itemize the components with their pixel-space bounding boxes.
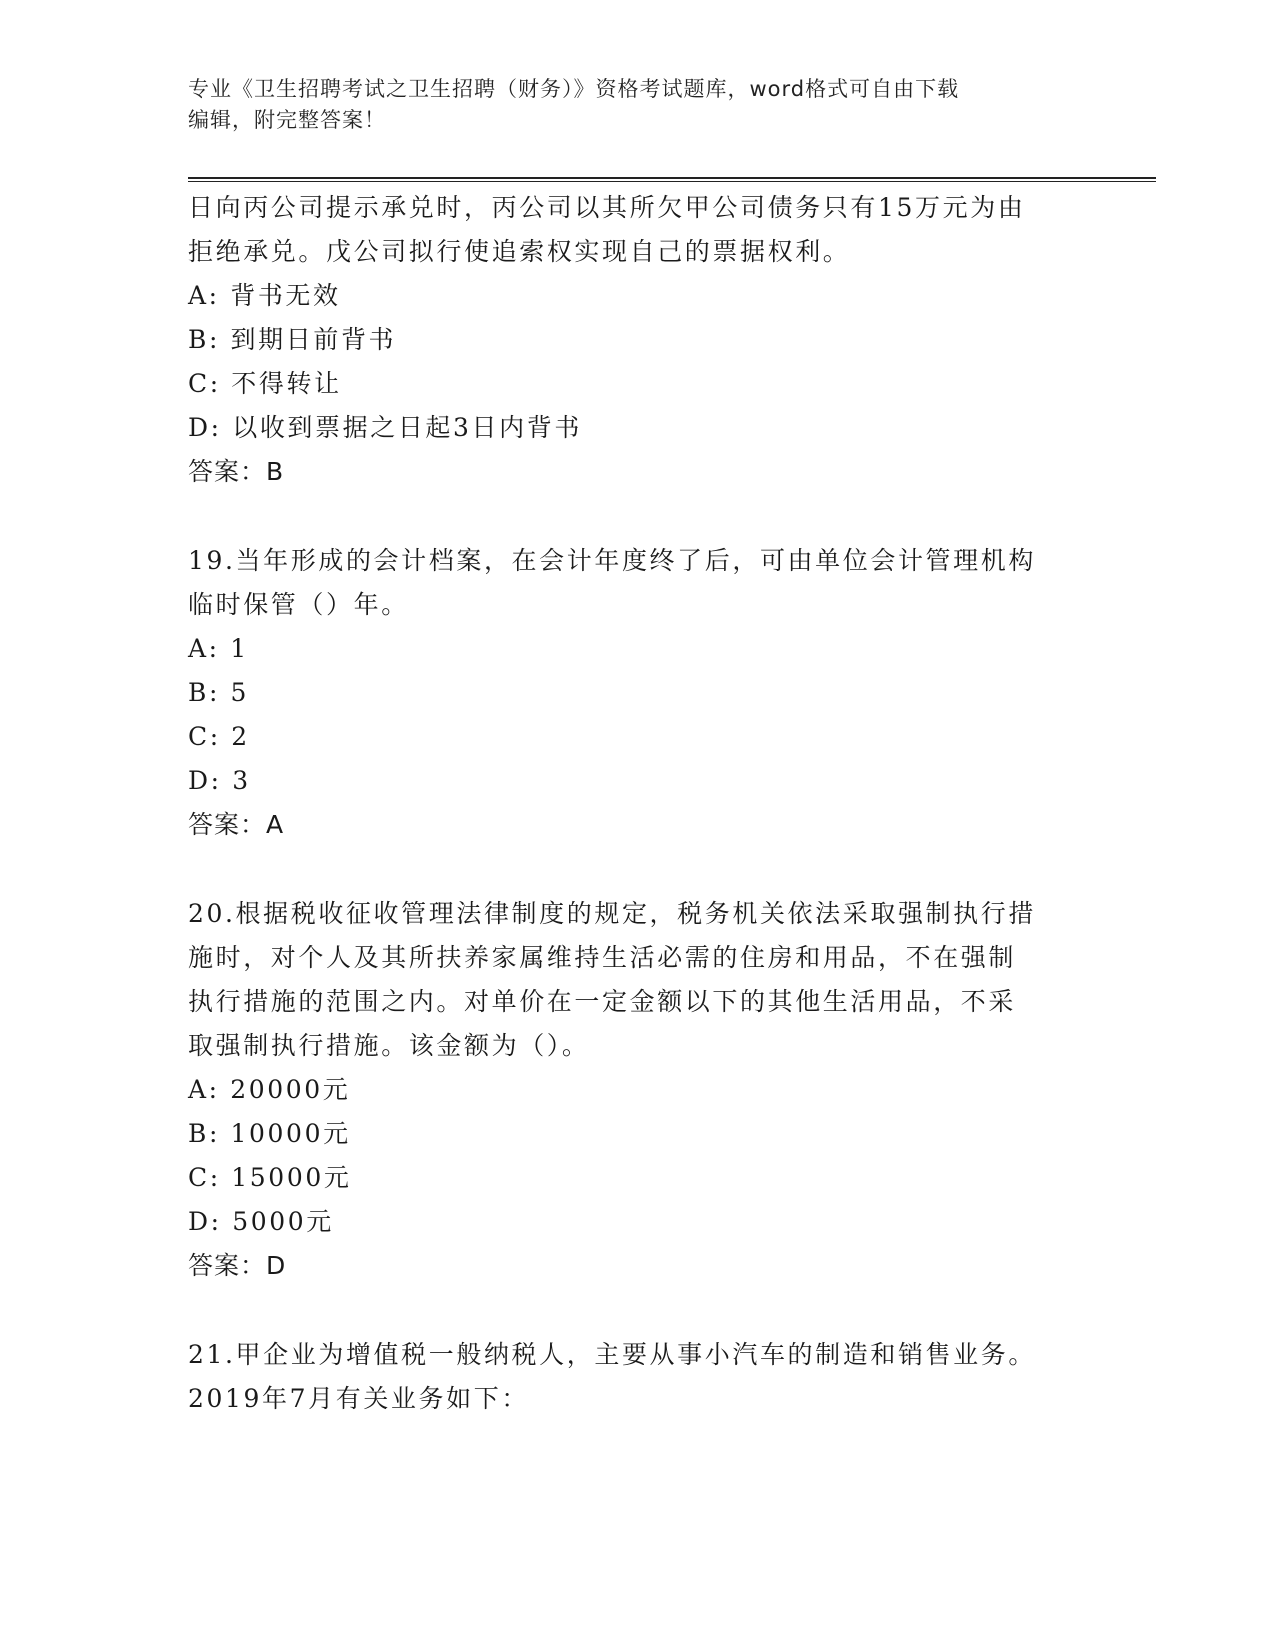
q20-option-a: A: 20000元 bbox=[188, 1075, 351, 1104]
q19-option-b: B: 5 bbox=[188, 678, 250, 707]
q18-option-c: C: 不得转让 bbox=[188, 369, 342, 398]
q20-option-b: B: 10000元 bbox=[188, 1119, 351, 1148]
q21-text-line-1: 21.甲企业为增值税一般纳税人，主要从事小汽车的制造和销售业务。 bbox=[188, 1340, 1036, 1369]
q20-option-d: D: 5000元 bbox=[188, 1207, 334, 1236]
header-line-1: 专业《卫生招聘考试之卫生招聘（财务）》资格考试题库，word格式可自由下载 bbox=[188, 77, 960, 101]
q18-text-line-2: 拒绝承兑。戊公司拟行使追索权实现自己的票据权利。 bbox=[188, 237, 851, 266]
q18-answer: 答案：B bbox=[188, 457, 285, 486]
q19-option-a: A: 1 bbox=[188, 634, 249, 663]
q19-text-line-1: 19.当年形成的会计档案，在会计年度终了后，可由单位会计管理机构 bbox=[188, 546, 1036, 575]
q19-answer: 答案：A bbox=[188, 810, 285, 839]
q20-option-c: C: 15000元 bbox=[188, 1163, 352, 1192]
q20-text-line-4: 取强制执行措施。该金额为（）。 bbox=[188, 1031, 590, 1060]
q18-option-b: B: 到期日前背书 bbox=[188, 325, 397, 354]
q20-answer: 答案：D bbox=[188, 1251, 287, 1280]
q18-option-d: D: 以收到票据之日起3日内背书 bbox=[188, 413, 582, 442]
document-header bbox=[188, 74, 1068, 136]
header-line-2: 编辑，附完整答案！ bbox=[188, 108, 386, 132]
header-divider-thin bbox=[188, 181, 1156, 182]
q21-text-line-2: 2019年7月有关业务如下： bbox=[188, 1384, 529, 1413]
q20-text-line-2: 施时，对个人及其所扶养家属维持生活必需的住房和用品，不在强制 bbox=[188, 943, 1017, 972]
q20-text-line-3: 执行措施的范围之内。对单价在一定金额以下的其他生活用品，不采 bbox=[188, 987, 1017, 1016]
q18-option-a: A: 背书无效 bbox=[188, 281, 341, 310]
q19-text-line-2: 临时保管（）年。 bbox=[188, 590, 409, 619]
q19-option-c: C: 2 bbox=[188, 722, 250, 751]
q19-option-d: D: 3 bbox=[188, 766, 251, 795]
header-divider-thick bbox=[188, 177, 1156, 179]
q18-text-line-1: 日向丙公司提示承兑时，丙公司以其所欠甲公司债务只有15万元为由 bbox=[188, 193, 1026, 222]
q20-text-line-1: 20.根据税收征收管理法律制度的规定，税务机关依法采取强制执行措 bbox=[188, 899, 1036, 928]
